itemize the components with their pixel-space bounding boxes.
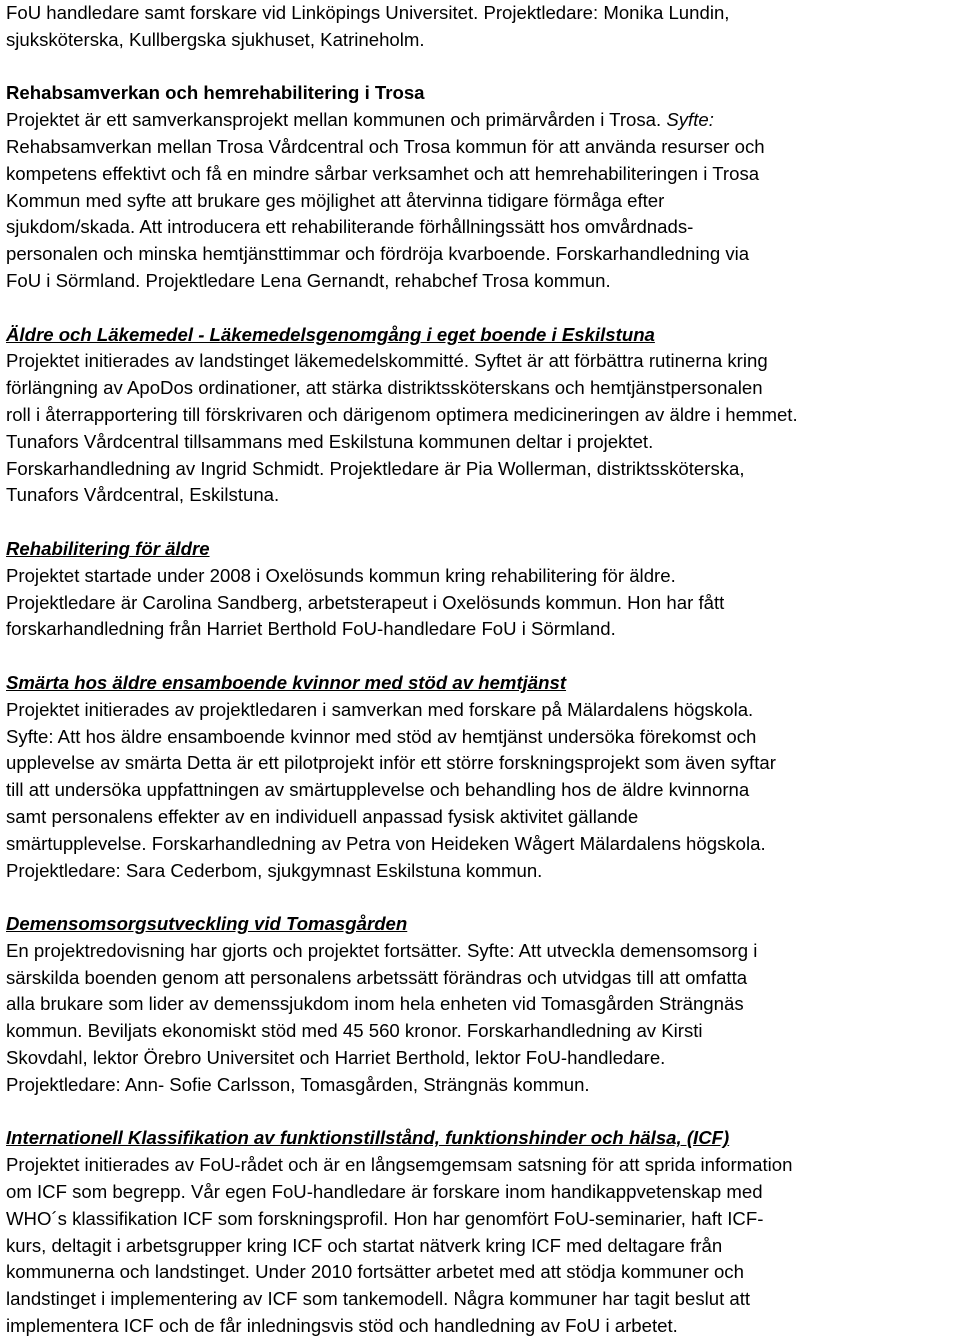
paragraph-line: sjukdom/skada. Att introducera ett rehabiliterande förhållningssätt hos omvårdnads- (6, 216, 694, 238)
paragraph-line: Projektet initierades av landstinget läkemedelskommitté. Syftet är att förbättra rutinerna kring (6, 350, 768, 372)
paragraph-line: till att undersöka uppfattningen av smärtupplevelse och behandling hos de äldre kvinnorna (6, 779, 750, 801)
spacer (6, 1099, 956, 1126)
syfte-label: Syfte: (666, 109, 714, 131)
paragraph-line: implementera ICF och de får inledningsvis stöd och handledning av FoU i arbetet. (6, 1315, 678, 1337)
paragraph-line: Kommun med syfte att brukare ges möjlighet att återvinna tidigare förmåga efter (6, 189, 665, 211)
paragraph-line: smärtupplevelse. Forskarhandledning av Petra von Heideken Wågert Mälardalens högskola. (6, 832, 766, 854)
paragraph-line: forskarhandledning från Harriet Berthold FoU-handledare FoU i Sörmland. (6, 618, 616, 640)
section-icf (6, 1125, 956, 1339)
paragraph-line: personalen och minska hemtjänsttimmar och fördröja kvarboende. Forskarhandledning via (6, 243, 750, 265)
spacer (6, 884, 956, 911)
section-heading: Rehabilitering för äldre (6, 537, 210, 559)
section-heading: Äldre och Läkemedel - Läkemedelsgenomgång i eget boende i Eskilstuna (6, 323, 655, 345)
paragraph-line: Skovdahl, lektor Örebro Universitet och Harriet Berthold, lektor FoU-handledare. (6, 1047, 666, 1069)
section-heading: Internationell Klassifikation av funktionstillstånd, funktionshinder och hälsa, (ICF) (6, 1127, 730, 1149)
section-smarta (6, 670, 956, 884)
spacer (6, 295, 956, 322)
paragraph-line: Projektet initierades av projektledaren i samverkan med forskare på Mälardalens högskola. (6, 698, 754, 720)
section-heading: Smärta hos äldre ensamboende kvinnor med stöd av hemtjänst (6, 671, 567, 693)
paragraph-line: kompetens effektivt och få en mindre sårbar verksamhet och att hemrehabiliteringen i Trosa (6, 162, 760, 184)
paragraph-line: Syfte: Att hos äldre ensamboende kvinnor med stöd av hemtjänst undersöka förekomst och (6, 725, 757, 747)
section-demensomsorg (6, 911, 956, 1099)
paragraph-line: Projektet initierades av FoU-rådet och är en långsemgemsam satsning för att sprida information (6, 1154, 793, 1176)
paragraph-line: kurs, deltagit i arbetsgrupper kring ICF och startat nätverk kring ICF med deltagare från (6, 1234, 723, 1256)
paragraph-line: WHO´s klassifikation ICF som forskningsprofil. Hon har genomfört FoU-seminarier, haft ICF- (6, 1207, 764, 1229)
spacer (6, 54, 956, 81)
intro-line-1: FoU handledare samt forskare vid Linköpings Universitet. Projektledare: Monika Lundin, (6, 2, 730, 23)
paragraph-text: Projektet är ett samverkansprojekt mellan kommunen och primärvården i Trosa. (6, 109, 667, 131)
paragraph-line: Forskarhandledning av Ingrid Schmidt. Projektledare är Pia Wollerman, distriktssköterska, (6, 457, 745, 479)
paragraph-line: Projektledare är Carolina Sandberg, arbetsterapeut i Oxelösunds kommun. Hon har fått (6, 591, 725, 613)
paragraph-line: Projektledare: Ann- Sofie Carlsson, Tomasgården, Strängnäs kommun. (6, 1073, 590, 1095)
paragraph-line: landstinget i implementering av ICF som tankemodell. Några kommuner har tagit beslut att (6, 1288, 751, 1310)
section-rehabilitering-aldre (6, 536, 956, 643)
spacer (6, 509, 956, 536)
paragraph-line: förlängning av ApoDos ordinationer, att stärka distriktssköterskans och hemtjänstpersonalen (6, 377, 763, 399)
document-page (6, 0, 956, 1340)
section-aldre-lakemedel (6, 322, 956, 510)
paragraph-line: En projektredovisning har gjorts och projektet fortsätter. Syfte: Att utveckla demensomsorg i (6, 939, 758, 961)
spacer (6, 643, 956, 670)
paragraph-line: alla brukare som lider av demenssjukdom inom hela enheten vid Tomasgården Strängnäs (6, 993, 744, 1015)
paragraph-line: roll i återrapportering till förskrivaren och därigenom optimera medicineringen av äldre i hemmet. (6, 403, 798, 425)
paragraph-line (6, 107, 956, 134)
paragraph-line: Tunafors Vårdcentral, Eskilstuna. (6, 484, 280, 506)
section-rehabsamverkan (6, 80, 956, 294)
paragraph-line: FoU i Sörmland. Projektledare Lena Gernandt, rehabchef Trosa kommun. (6, 269, 611, 291)
paragraph-line: upplevelse av smärta Detta är ett pilotprojekt inför ett större forskningsprojekt som även syftar (6, 752, 776, 774)
paragraph-line: om ICF som begrepp. Vår egen FoU-handledare är forskare inom handikappvetenskap med (6, 1181, 763, 1203)
paragraph-line: Projektledare: Sara Cederbom, sjukgymnast Eskilstuna kommun. (6, 859, 543, 881)
paragraph-line: kommunerna och landstinget. Under 2010 fortsätter arbetet med att stödja kommuner och (6, 1261, 744, 1283)
section-heading: Demensomsorgsutveckling vid Tomasgården (6, 913, 408, 935)
paragraph-line: Tunafors Vårdcentral tillsammans med Eskilstuna kommunen deltar i projektet. (6, 430, 654, 452)
intro-line-2: sjuksköterska, Kullbergska sjukhuset, Katrineholm. (6, 28, 425, 50)
section-heading: Rehabsamverkan och hemrehabilitering i Trosa (6, 82, 425, 104)
paragraph-line: Rehabsamverkan mellan Trosa Vårdcentral och Trosa kommun för att använda resurser och (6, 135, 765, 157)
paragraph-line: samt personalens effekter av en individuell anpassad fysisk aktivitet gällande (6, 805, 639, 827)
paragraph-line: Projektet startade under 2008 i Oxelösunds kommun kring rehabilitering för äldre. (6, 564, 676, 586)
paragraph-line: kommun. Beviljats ekonomiskt stöd med 45 560 kronor. Forskarhandledning av Kirsti (6, 1020, 703, 1042)
paragraph-line: särskilda boenden genom att personalens arbetssätt förändras och utvidgas till att omfatta (6, 966, 748, 988)
